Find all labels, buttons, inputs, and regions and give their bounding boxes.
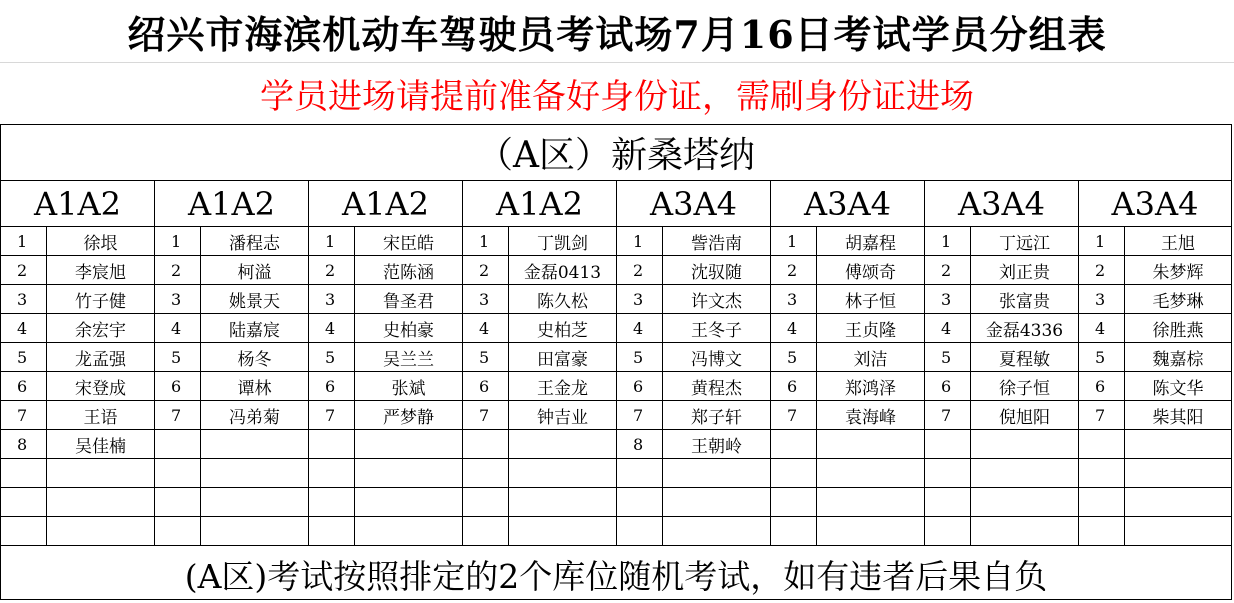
entry-number: 1	[771, 227, 817, 255]
student-name	[509, 430, 617, 458]
student-name	[201, 430, 309, 458]
student-name: 田富豪	[509, 343, 617, 371]
group-cell-pair	[925, 401, 1079, 429]
student-name: 史柏芝	[509, 314, 617, 342]
group-cell-pair	[309, 459, 463, 487]
group-cell-pair	[1079, 517, 1231, 545]
student-name	[1125, 517, 1231, 545]
entry-number: 4	[1079, 314, 1125, 342]
entry-number: 6	[1, 372, 47, 400]
group-cell-pair	[463, 227, 617, 255]
group-cell-pair	[925, 285, 1079, 313]
group-cell-pair	[1, 430, 155, 458]
group-label: A3A4	[771, 181, 925, 226]
student-name: 徐子恒	[971, 372, 1079, 400]
group-cell-pair	[617, 314, 771, 342]
entry-number: 3	[463, 285, 509, 313]
student-name	[817, 430, 925, 458]
student-name: 朱梦辉	[1152, 262, 1204, 283]
group-cell-pair	[771, 343, 925, 371]
group-label: A3A4	[1111, 184, 1199, 223]
group-cell-pair	[925, 430, 1079, 458]
group-cell-pair	[771, 430, 925, 458]
group-cell-pair	[463, 314, 617, 342]
group-cell-pair	[771, 285, 925, 313]
group-cell-pair	[771, 372, 925, 400]
entry-number: 4	[309, 314, 355, 342]
entry-notice-text: 学员进场请提前准备好身份证，需刷身份证进场	[260, 77, 974, 117]
group-cell-pair	[309, 314, 463, 342]
student-name	[509, 488, 617, 516]
student-name: 王金龙	[509, 372, 617, 400]
entry-number: 2	[771, 256, 817, 284]
student-name	[971, 517, 1079, 545]
student-name: 李宸旭	[47, 256, 155, 284]
entry-number: 3	[1079, 285, 1125, 313]
group-cell-pair	[617, 517, 771, 545]
student-name: 黄程杰	[663, 372, 771, 400]
student-name	[663, 459, 771, 487]
student-name: 许文杰	[663, 285, 771, 313]
student-name: 范陈涵	[355, 256, 463, 284]
group-table	[0, 124, 1232, 600]
group-cell-pair	[1079, 430, 1231, 458]
entry-number: 7	[1079, 401, 1125, 429]
entry-number: 1	[1, 227, 47, 255]
table-row	[1, 517, 1231, 546]
group-cell-pair	[1, 256, 155, 284]
group-label: A1A2	[1, 181, 155, 226]
entry-number: 7	[309, 401, 355, 429]
entry-number: 2	[463, 256, 509, 284]
zone-title: （A区）新桑塔纳	[1, 125, 1231, 181]
table-row	[1, 227, 1231, 256]
group-cell-pair	[1079, 227, 1231, 255]
student-name: 倪旭阳	[971, 401, 1079, 429]
student-name: 訾浩南	[663, 227, 771, 255]
student-name	[201, 488, 309, 516]
student-name: 王语	[47, 401, 155, 429]
entry-number	[925, 488, 971, 516]
group-cell-pair	[925, 488, 1079, 516]
student-name: 金磊0413	[509, 256, 617, 284]
student-name: 杨冬	[201, 343, 309, 371]
group-cell-pair	[771, 488, 925, 516]
student-name: 魏嘉棕	[1152, 349, 1204, 370]
student-name	[201, 459, 309, 487]
entry-number: 5	[309, 343, 355, 371]
entry-number: 5	[617, 343, 663, 371]
student-name	[817, 517, 925, 545]
entry-number: 8	[1, 430, 47, 458]
student-name: 柯溢	[201, 256, 309, 284]
group-cell-pair	[309, 488, 463, 516]
student-name: 徐垠	[47, 227, 155, 255]
entry-number	[309, 488, 355, 516]
group-label: A3A4	[617, 181, 771, 226]
entry-number: 1	[155, 227, 201, 255]
entry-number: 3	[925, 285, 971, 313]
student-name: 宋登成	[47, 372, 155, 400]
entry-number: 4	[925, 314, 971, 342]
entry-number	[1079, 517, 1125, 545]
entry-notice	[0, 63, 1234, 124]
entry-number: 5	[1079, 343, 1125, 371]
student-name: 张斌	[355, 372, 463, 400]
entry-number: 6	[925, 372, 971, 400]
table-row	[1, 314, 1231, 343]
student-name	[663, 517, 771, 545]
group-cell-pair	[155, 314, 309, 342]
group-cell-pair	[771, 256, 925, 284]
entry-number: 6	[463, 372, 509, 400]
student-name: 史柏豪	[355, 314, 463, 342]
entry-number: 6	[617, 372, 663, 400]
entry-number	[309, 459, 355, 487]
entry-number: 1	[925, 227, 971, 255]
group-cell-pair	[1079, 459, 1231, 487]
student-name	[817, 488, 925, 516]
entry-number	[155, 459, 201, 487]
student-name	[201, 517, 309, 545]
entry-number	[463, 430, 509, 458]
entry-number: 6	[771, 372, 817, 400]
student-name: 林子恒	[817, 285, 925, 313]
student-name	[47, 459, 155, 487]
group-cell-pair	[1, 517, 155, 545]
entry-number: 6	[1079, 372, 1125, 400]
group-cell-pair	[1079, 488, 1231, 516]
entry-number	[771, 488, 817, 516]
entry-number: 5	[771, 343, 817, 371]
entry-number	[925, 459, 971, 487]
entry-number	[617, 517, 663, 545]
group-cell-pair	[155, 459, 309, 487]
group-cell-pair	[1079, 372, 1231, 400]
entry-number: 7	[925, 401, 971, 429]
student-name: 竹子健	[47, 285, 155, 313]
student-name	[355, 430, 463, 458]
group-label: A1A2	[463, 181, 617, 226]
entry-number	[771, 459, 817, 487]
student-name: 沈驭随	[663, 256, 771, 284]
group-label: A3A4	[925, 181, 1079, 226]
student-name: 姚景天	[201, 285, 309, 313]
student-name: 陈久松	[509, 285, 617, 313]
entry-number: 2	[309, 256, 355, 284]
group-cell-pair	[1, 459, 155, 487]
student-name: 龙孟强	[47, 343, 155, 371]
student-name	[663, 488, 771, 516]
student-name	[509, 459, 617, 487]
entry-number	[309, 430, 355, 458]
student-name	[971, 430, 1079, 458]
student-name: 金磊4336	[971, 314, 1079, 342]
entry-number: 4	[1, 314, 47, 342]
group-cell-pair	[617, 401, 771, 429]
student-name	[971, 488, 1079, 516]
entry-number	[771, 430, 817, 458]
entry-number	[1, 459, 47, 487]
group-cell-pair	[771, 227, 925, 255]
group-cell-pair	[463, 517, 617, 545]
group-cell-pair	[925, 459, 1079, 487]
student-name: 柴其阳	[1152, 407, 1204, 428]
group-cell-pair	[1, 285, 155, 313]
group-cell-pair	[155, 401, 309, 429]
group-cell-pair	[1, 343, 155, 371]
group-cell-pair	[463, 372, 617, 400]
group-cell-pair	[463, 256, 617, 284]
student-name: 丁远江	[971, 227, 1079, 255]
group-cell-pair	[925, 314, 1079, 342]
entry-number	[155, 488, 201, 516]
student-name: 王贞隆	[817, 314, 925, 342]
group-label: A1A2	[309, 181, 463, 226]
table-row	[1, 488, 1231, 517]
student-name	[355, 459, 463, 487]
entry-number	[617, 488, 663, 516]
group-label: A1A2	[155, 181, 309, 226]
group-cell-pair	[463, 459, 617, 487]
group-cell-pair	[309, 517, 463, 545]
group-cell-pair	[309, 285, 463, 313]
student-name: 陆嘉宸	[201, 314, 309, 342]
group-cell-pair	[1, 401, 155, 429]
page-title: 绍兴市海滨机动车驾驶员考试场7月16日考试学员分组表	[0, 0, 1234, 63]
group-cell-pair	[771, 517, 925, 545]
group-cell-pair	[155, 343, 309, 371]
group-cell-pair	[925, 256, 1079, 284]
group-cell-pair	[1, 372, 155, 400]
student-name: 王冬子	[663, 314, 771, 342]
group-cell-pair	[155, 256, 309, 284]
entry-number: 1	[463, 227, 509, 255]
group-cell-pair	[617, 285, 771, 313]
entry-number	[1, 488, 47, 516]
group-cell-pair	[155, 227, 309, 255]
student-name: 严梦静	[355, 401, 463, 429]
student-name: 张富贵	[971, 285, 1079, 313]
entry-number: 7	[1, 401, 47, 429]
student-name: 冯博文	[663, 343, 771, 371]
student-name: 刘洁	[817, 343, 925, 371]
group-cell-pair	[1079, 343, 1231, 371]
group-cell-pair	[155, 285, 309, 313]
group-cell-pair	[309, 227, 463, 255]
entry-number: 7	[771, 401, 817, 429]
entry-number	[463, 517, 509, 545]
student-name: 郑子轩	[663, 401, 771, 429]
entry-number: 5	[155, 343, 201, 371]
student-name: 鲁圣君	[355, 285, 463, 313]
entry-number: 5	[925, 343, 971, 371]
student-name: 王旭	[1161, 233, 1195, 254]
student-name: 袁海峰	[817, 401, 925, 429]
group-cell-pair	[309, 256, 463, 284]
student-name: 余宏宇	[47, 314, 155, 342]
group-cell-pair	[1, 314, 155, 342]
group-cell-pair	[771, 459, 925, 487]
entry-number: 1	[617, 227, 663, 255]
student-name: 宋臣皓	[355, 227, 463, 255]
entry-number: 4	[463, 314, 509, 342]
group-cell-pair	[617, 343, 771, 371]
entry-number	[925, 430, 971, 458]
group-cell-pair	[1, 227, 155, 255]
table-row	[1, 285, 1231, 314]
entry-number	[1079, 488, 1125, 516]
entry-number: 7	[155, 401, 201, 429]
group-cell-pair	[925, 343, 1079, 371]
group-cell-pair	[1079, 401, 1231, 429]
group-cell-pair	[925, 517, 1079, 545]
entry-number: 2	[155, 256, 201, 284]
student-name	[1125, 488, 1231, 516]
entry-number: 5	[463, 343, 509, 371]
group-cell-pair	[463, 488, 617, 516]
table-row	[1, 401, 1231, 430]
group-cell-pair	[617, 488, 771, 516]
entry-number: 3	[617, 285, 663, 313]
group-cell-pair	[617, 256, 771, 284]
table-row	[1, 430, 1231, 459]
entry-number: 1	[1079, 227, 1125, 255]
entry-number: 6	[309, 372, 355, 400]
group-cell-pair	[771, 314, 925, 342]
entry-number: 7	[463, 401, 509, 429]
entry-number: 4	[617, 314, 663, 342]
student-name	[47, 517, 155, 545]
entry-number	[1079, 430, 1125, 458]
group-cell-pair	[617, 372, 771, 400]
entry-number: 4	[155, 314, 201, 342]
entry-number	[309, 517, 355, 545]
student-name: 潘程志	[201, 227, 309, 255]
group-header-row	[1, 181, 1231, 227]
student-name	[509, 517, 617, 545]
student-name: 夏程敏	[971, 343, 1079, 371]
entry-number: 3	[309, 285, 355, 313]
table-row	[1, 459, 1231, 488]
entry-number: 8	[617, 430, 663, 458]
entry-number	[1, 517, 47, 545]
student-name: 谭林	[201, 372, 309, 400]
group-cell-pair	[617, 459, 771, 487]
group-cell-pair	[309, 401, 463, 429]
entry-number: 4	[771, 314, 817, 342]
student-name: 胡嘉程	[817, 227, 925, 255]
student-name	[817, 459, 925, 487]
student-name: 吴佳楠	[47, 430, 155, 458]
entry-number	[463, 488, 509, 516]
group-cell-pair	[155, 488, 309, 516]
entry-number: 3	[771, 285, 817, 313]
entry-number: 7	[617, 401, 663, 429]
entry-number: 2	[1079, 256, 1125, 284]
entry-number	[155, 430, 201, 458]
entry-number	[617, 459, 663, 487]
group-cell-pair	[617, 227, 771, 255]
table-row	[1, 256, 1231, 285]
exam-rule-note: (A区)考试按照排定的2个库位随机考试，如有违者后果自负	[184, 557, 1048, 596]
student-name: 刘正贵	[971, 256, 1079, 284]
entry-number: 5	[1, 343, 47, 371]
student-name: 钟吉业	[509, 401, 617, 429]
table-row	[1, 343, 1231, 372]
entry-number: 3	[155, 285, 201, 313]
table-body	[1, 227, 1231, 546]
entry-number: 3	[1, 285, 47, 313]
student-name	[355, 517, 463, 545]
student-name	[971, 459, 1079, 487]
entry-number	[1079, 459, 1125, 487]
group-cell-pair	[155, 372, 309, 400]
student-name: 郑鸿泽	[817, 372, 925, 400]
group-cell-pair	[463, 343, 617, 371]
group-cell-pair	[617, 430, 771, 458]
group-cell-pair	[1, 488, 155, 516]
group-cell-pair	[925, 227, 1079, 255]
student-name: 毛梦琳	[1152, 291, 1204, 312]
entry-number: 6	[155, 372, 201, 400]
entry-number: 2	[925, 256, 971, 284]
group-cell-pair	[1079, 256, 1231, 284]
student-name	[47, 488, 155, 516]
student-name: 陈文华	[1152, 378, 1204, 399]
student-name: 徐胜燕	[1152, 320, 1204, 341]
group-cell-pair	[463, 285, 617, 313]
group-cell-pair	[1079, 314, 1231, 342]
group-cell-pair	[1079, 285, 1231, 313]
student-name	[355, 488, 463, 516]
student-name: 冯弟菊	[201, 401, 309, 429]
student-name: 傅颂奇	[817, 256, 925, 284]
entry-number: 1	[309, 227, 355, 255]
group-cell-pair	[771, 401, 925, 429]
group-cell-pair	[155, 430, 309, 458]
table-row	[1, 372, 1231, 401]
entry-number	[925, 517, 971, 545]
entry-number	[463, 459, 509, 487]
group-cell-pair	[309, 430, 463, 458]
entry-number: 2	[1, 256, 47, 284]
group-cell-pair	[309, 372, 463, 400]
group-cell-pair	[463, 401, 617, 429]
group-cell-pair	[309, 343, 463, 371]
student-name	[1125, 459, 1231, 487]
group-cell-pair	[463, 430, 617, 458]
student-name: 吴兰兰	[355, 343, 463, 371]
student-name: 王朝岭	[663, 430, 771, 458]
entry-number: 2	[617, 256, 663, 284]
group-cell-pair	[925, 372, 1079, 400]
entry-number	[771, 517, 817, 545]
student-name: 丁凯剑	[509, 227, 617, 255]
entry-number	[155, 517, 201, 545]
group-cell-pair	[155, 517, 309, 545]
student-name	[1125, 430, 1231, 458]
